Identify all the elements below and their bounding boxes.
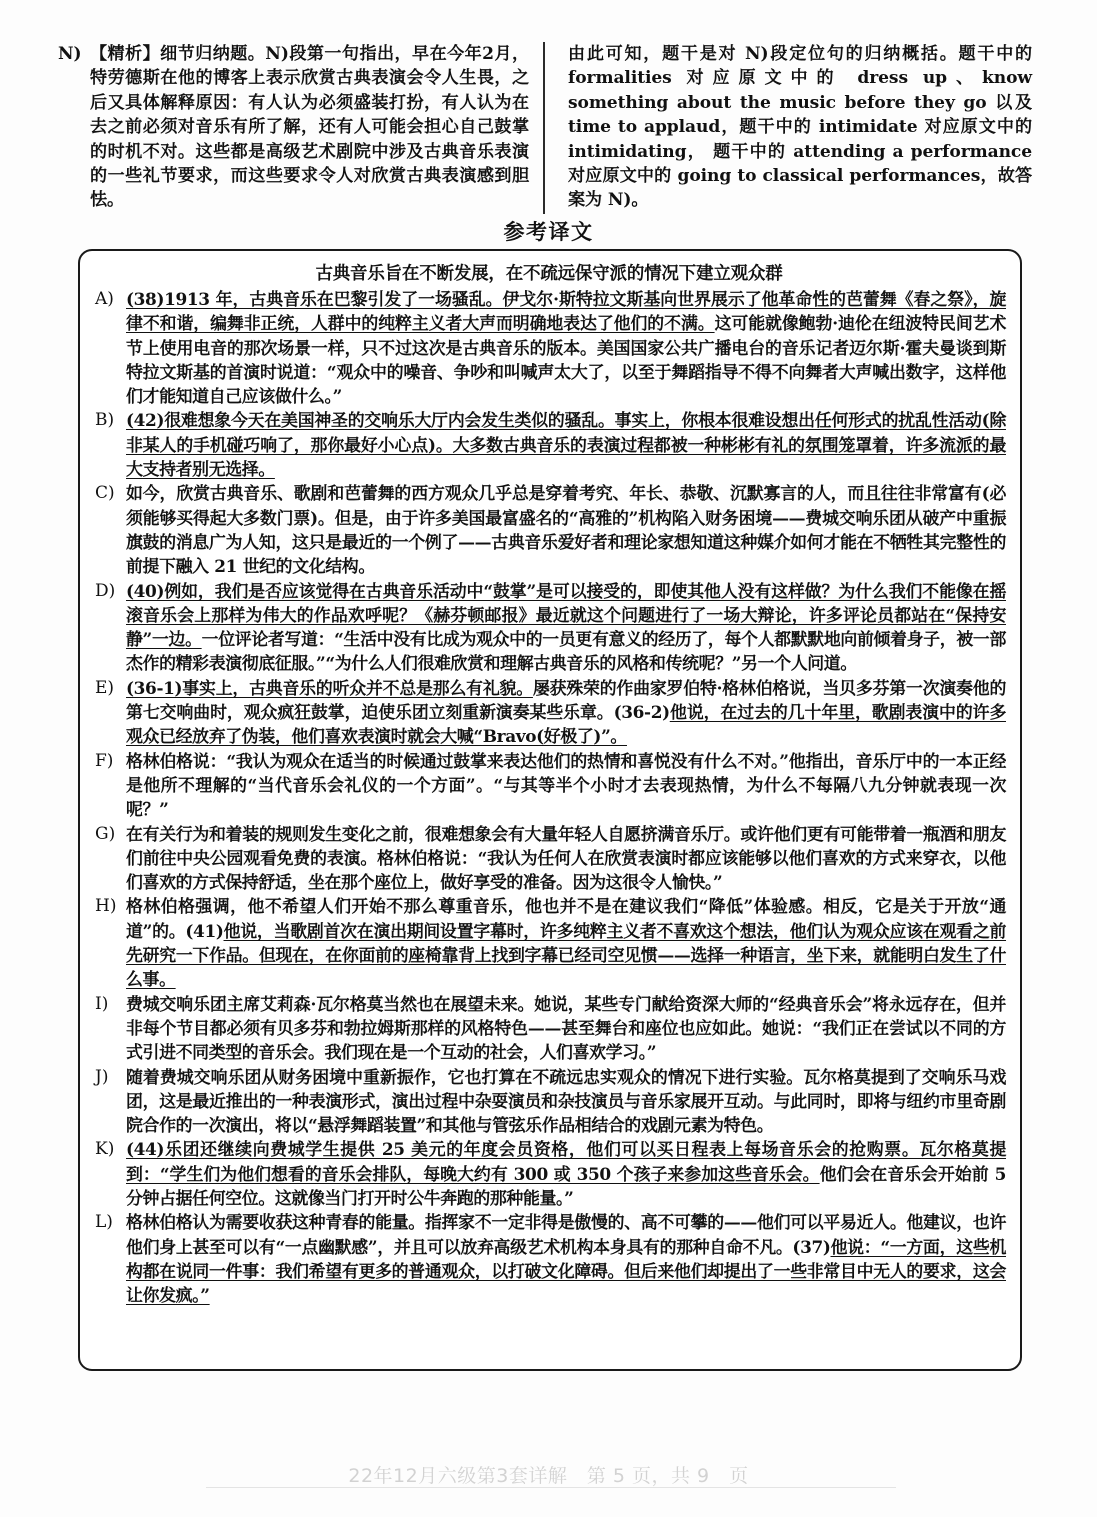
paragraph-marker: J) <box>95 1066 109 1087</box>
analysis-text <box>90 42 529 213</box>
analysis-block <box>58 42 1048 214</box>
translation-paragraph <box>92 481 1006 578</box>
translation-paragraph <box>92 992 1006 1065</box>
paragraph-marker: E) <box>95 677 115 698</box>
paragraph-text <box>126 1065 1006 1138</box>
paragraph-text <box>126 676 1006 749</box>
plain-segment: 他们会在音乐会开始前 5 分钟占据任何空位。这就像当门打开时公牛奔跑的那种能量。” <box>126 1163 1006 1208</box>
plain-segment: 费城交响乐团主席艾莉森·瓦尔格莫当然也在展望未来。她说，某些专门献给资深大师的“经典音乐会”将永远存在，但并非每个节目都必须有贝多芬和勃拉姆斯那样的风格特色——甚至舞台和座位也应如此。她说：“我们正在尝试以不同的方式引进不同类型的音乐会。我们现在是一个互动的社会，人们喜欢学习。” <box>126 993 1006 1063</box>
translation-paragraph <box>92 408 1006 481</box>
paragraph-marker: I) <box>95 993 109 1014</box>
paragraph-text <box>126 408 1006 481</box>
translation-paragraph <box>92 894 1006 991</box>
paragraph-marker: B) <box>95 410 115 431</box>
translation-paragraph <box>92 822 1006 895</box>
analysis-entry-n <box>58 42 529 213</box>
analysis-explanation: 细节归纳题。N)段第一句指出，早在今年2月，特劳德斯在他的博客上表示欣赏古典表演会令人生畏，之后又具体解释原因：有人认为必须盛装打扮，有人认为在去之前必须对音乐有所了解，还有人可能会担心自己鼓掌的时机不对。这些都是高级艺术剧院中涉及古典音乐表演的一些礼节要求，而这些要求令人对欣赏古典表演感到胆怯。 <box>90 44 530 211</box>
analysis-continuation: 由此可知，题干是对 N)段定位句的归纳概括。题干中的 formalities 对应原文中的 dress up、know something about the music before they go 以及 time to applaud，题干中的 intimidate 对应原文中的 intimidating， 题干中的 attending a performance 对应原文中的 going to classical performances，故答案为 N)。 <box>568 44 1032 211</box>
plain-segment: 在有关行为和着装的规则发生变化之前，很难想象会有大量年轻人自愿挤满音乐厅。或许他们更有可能带着一瓶酒和朋友们前往中央公园观看免费的表演。格林伯格说：“我认为任何人在欣赏表演时都应该能够以他们喜欢的方式来穿衣，以他们喜欢的方式保持舒适，坐在那个座位上，做好享受的准备。因为这很令人愉快。” <box>126 823 1006 893</box>
translation-paragraph <box>92 1065 1006 1138</box>
translation-paragraph-list <box>92 287 1006 1307</box>
paragraph-text <box>126 579 1006 676</box>
translation-paragraph <box>92 1210 1006 1307</box>
plain-segment: 格林伯格认为需要收获这种青春的能量。指挥家不一定非得是傲慢的、高不可攀的——他们可以平易近人。他建议，也许他们身上甚至可以有“一点幽默感”，并且可以放弃高级艺术机构本身具有的那种自命不凡。(37) <box>126 1212 1006 1257</box>
plain-segment: 如今，欣赏古典音乐、歌剧和芭蕾舞的西方观众几乎总是穿着考究、年长、恭敬、沉默寡言的人，而且往往非常富有(必须能够买得起大多数门票)。但是，由于许多美国最富盛名的“高雅的”机构陷入财务困境——费城交响乐团从破产中重振旗鼓的消息广为人知，这只是最近的一个例了——古典音乐爱好者和理论家想知道这种媒介如何才能在不牺牲其完整性的前提下融入 21 世纪的文化结构。 <box>126 483 1006 577</box>
underlined-segment: 他说，当歌剧首次在演出期间设置字幕时，许多纯粹主义者不喜欢这个想法，他们认为观众应该在观看之前先研究一下作品。但现在，在你面前的座椅靠背上找到字幕已经司空见惯——选择一种语言，坐下来，就能明白发生了什么事。 <box>126 920 1007 990</box>
underlined-segment: (42)很难想象今天在美国神圣的交响乐大厅内会发生类似的骚乱。事实上，你根本很难设想出任何形式的扰乱性活动(除非某人的手机碰巧响了，那你最好小心点)。大多数古典音乐的表演过程都被一种彬彬有礼的氛围笼罩着，许多流派的最大支持者别无选择。 <box>126 410 1006 480</box>
translation-paragraph <box>92 579 1006 676</box>
page-footer: 22年12月六级第3套详解 第 5 页，共 9 页 <box>348 1465 749 1487</box>
paragraph-marker: C) <box>95 483 115 504</box>
paragraph-text <box>126 894 1006 991</box>
paragraph-marker: L) <box>95 1212 113 1233</box>
plain-segment: 随着费城交响乐团从财务困境中重新振作，它也打算在不疏远忠实观众的情况下进行实验。瓦尔格莫提到了交响乐马戏团，这是最近推出的一种表演形式，演出过程中杂耍演员和杂技演员与音乐家展开互动。与此同时，即将与纽约市里奇剧院合作的一次演出，将以“悬浮舞蹈装置”和其他与管弦乐作品相结合的戏剧元素为特色。 <box>126 1066 1006 1136</box>
paragraph-text <box>126 1210 1006 1307</box>
paragraph-text <box>126 822 1006 895</box>
paragraph-marker: F) <box>95 750 114 771</box>
underlined-segment: 他说，在过去的几十年里，歌剧表演中的许多观众已经放弃了伪装，他们喜欢表演时就会大喊“Bravo(好极了)”。 <box>126 702 1006 747</box>
analysis-column-left <box>58 42 545 214</box>
underlined-segment: (38)1913 年，古典音乐在巴黎引发了一场骚乱。伊戈尔·斯特拉文斯基向世界展示了他革命性的芭蕾舞《春之祭》，旋律不和谐，编舞非正统，人群中的纯粹主义者大声而明确地表达了他们的不满。 <box>126 289 1006 334</box>
underlined-segment: (40)例如，我们是否应该觉得在古典音乐活动中“鼓掌”是可以接受的，即使其他人没有这样做？为什么我们不能像在摇滚音乐会上那样为伟大的作品欢呼呢？《赫芬顿邮报》最近就这个问题进行了一场大辩论，许多评论员都站在“保持安静”一边。 <box>126 580 1006 650</box>
plain-segment: 格林伯格说：“我认为观众在适当的时候通过鼓掌来表达他们的热情和喜悦没有什么不对。”他指出，音乐厅中的一本正经是他所不理解的“当代音乐会礼仪的一个方面”。“与其等半个小时才去表现热情，为什么不每隔八九分钟就表现一次呢？” <box>126 750 1006 820</box>
paragraph-marker: K) <box>95 1139 115 1160</box>
plain-segment: 一位评论者写道：“生活中没有比成为观众中的一员更有意义的经历了，每个人都默默地向前倾着身子，被一部杰作的精彩表演彻底征服。”“为什么人们很难欣赏和理解古典音乐的风格和传统呢？”另一个人问道。 <box>126 629 1006 674</box>
analysis-tag: 【精析】 <box>90 44 161 64</box>
translation-paragraph <box>92 749 1006 822</box>
paragraph-text <box>126 749 1006 822</box>
underlined-segment: (44)乐团还继续向费城学生提供 25 美元的年度会员资格，他们可以买日程表上每场音乐会的抢购票。瓦尔格莫提到：“学生们为他们想看的音乐会排队，每晚大约有 300 或 350 个孩子来参加这些音乐会。 <box>126 1139 1006 1184</box>
analysis-column-right <box>545 42 1032 213</box>
paragraph-marker: D) <box>95 580 116 601</box>
analysis-marker: N) <box>58 44 82 64</box>
paragraph-marker: G) <box>95 823 116 844</box>
translation-paragraph <box>92 287 1006 408</box>
paragraph-text <box>126 1137 1006 1210</box>
translation-box <box>78 249 1022 1371</box>
translation-paragraph <box>92 676 1006 749</box>
plain-segment: 屡获殊荣的作曲家罗伯特·格林伯格说，当贝多芬第一次演奏他的第七交响曲时，观众疯狂鼓掌，迫使乐团立刻重新演奏某些乐章。(36-2) <box>126 677 1006 723</box>
footer-divider <box>206 1487 896 1488</box>
paragraph-text <box>126 992 1006 1065</box>
paragraph-text <box>126 287 1006 408</box>
underlined-segment: (36-1)事实上，古典音乐的听众并不总是那么有礼貌。 <box>126 677 533 698</box>
plain-segment: 格林伯格强调，他不希望人们开始不那么尊重音乐，他也并不是在建议我们“降低”体验感。相反，它是关于开放“通道”的。(41) <box>126 896 1006 941</box>
paragraph-marker: A) <box>95 289 114 309</box>
underlined-segment: 他说：“一方面，这些机构都在说同一件事：我们希望有更多的普通观众，以打破文化障碍。但后来他们却提出了一些非常目中无人的要求，这会让你发疯。” <box>126 1236 1006 1306</box>
section-title: 参考译文 <box>503 220 594 244</box>
translation-heading: 古典音乐旨在不断发展，在不疏远保守派的情况下建立观众群 <box>315 264 783 284</box>
plain-segment: 这可能就像鲍勃·迪伦在纽波特民间艺术节上使用电音的那次场景一样，只不过这次是古典音乐的版本。美国国家公共广播电台的音乐记者迈尔斯·霍夫曼谈到斯特拉文斯基的首演时说道：“观众中的噪音、争吵和叫喊声太大了，以至于舞蹈指导不得不向舞者大声喊出数字，这样他们才能知道自己应该做什么。” <box>126 313 1006 407</box>
paragraph-marker: H) <box>95 896 117 917</box>
translation-paragraph <box>92 1137 1006 1210</box>
paragraph-text <box>126 481 1006 578</box>
